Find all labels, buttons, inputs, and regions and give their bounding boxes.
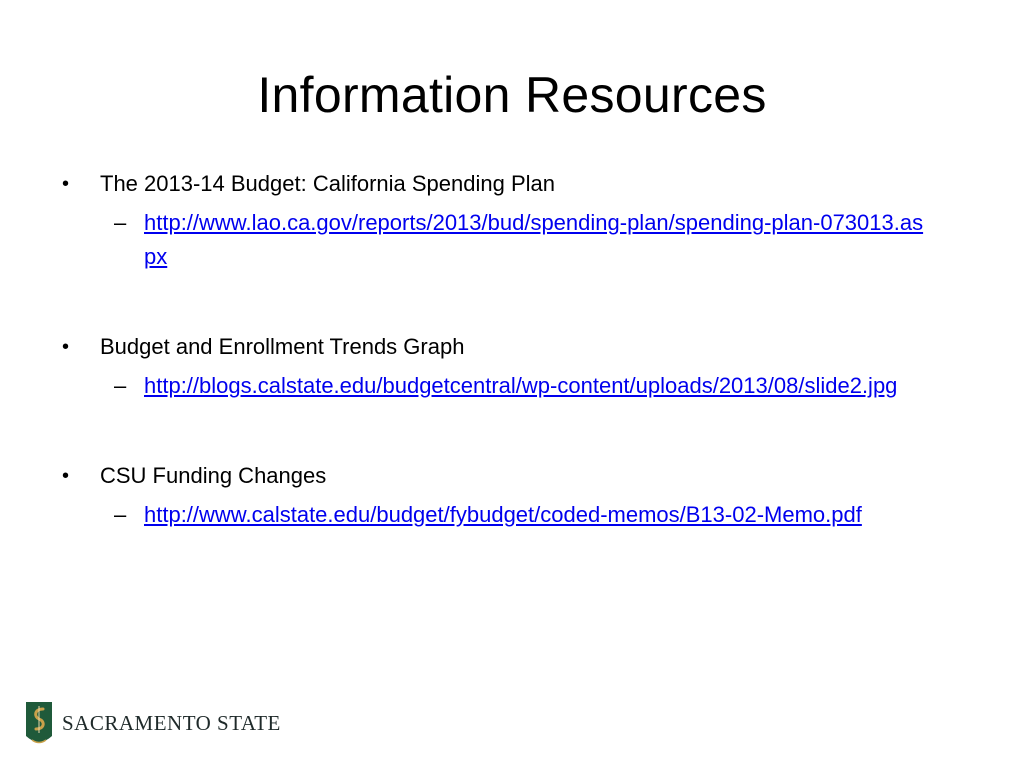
sub-bullet-line: [62, 498, 962, 532]
bullet-icon: •: [62, 465, 70, 487]
dash-icon: –: [114, 502, 127, 527]
dash-icon: –: [114, 373, 127, 398]
bullet-icon: •: [62, 336, 70, 358]
resource-item: [62, 329, 962, 403]
resource-link[interactable]: http://www.lao.ca.gov/reports/2013/bud/spending-plan/spending-plan-073013.aspx: [144, 210, 924, 269]
resource-item: [62, 166, 962, 274]
bullet-icon: •: [62, 173, 70, 195]
sub-bullet-line: [62, 369, 962, 403]
resource-title: CSU Funding Changes: [100, 463, 327, 488]
sac-state-hornet-logo-icon: [24, 700, 54, 750]
resource-title: Budget and Enrollment Trends Graph: [100, 334, 465, 359]
bullet-line: [62, 166, 962, 202]
resource-title: The 2013-14 Budget: California Spending Plan: [100, 171, 555, 196]
resource-link[interactable]: http://www.calstate.edu/budget/fybudget/coded-memos/B13-02-Memo.pdf: [144, 502, 862, 527]
dash-icon: –: [114, 210, 127, 235]
sacramento-state-logo: [24, 700, 284, 750]
bullet-line: [62, 458, 962, 494]
resource-list: [62, 166, 962, 587]
sub-bullet-line: [62, 206, 962, 274]
logo-wordmark: SACRAMENTO STATE: [62, 711, 281, 735]
bullet-line: [62, 329, 962, 365]
page-title: Information Resources: [257, 67, 767, 123]
resource-link[interactable]: http://blogs.calstate.edu/budgetcentral/wp-content/uploads/2013/08/slide2.jpg: [144, 373, 898, 398]
resource-item: [62, 458, 962, 532]
